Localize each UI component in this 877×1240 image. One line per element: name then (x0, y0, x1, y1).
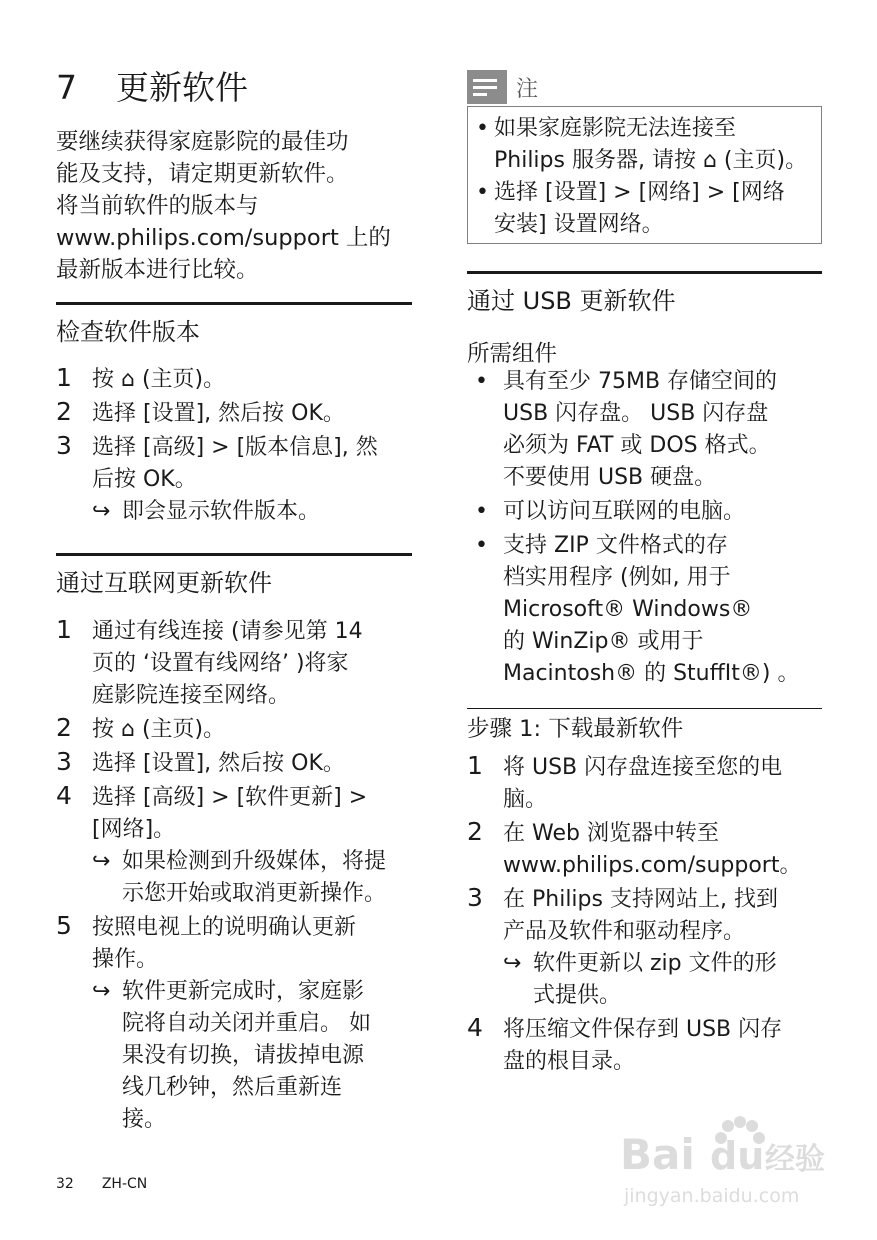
intro-paragraph: 要继续获得家庭影院的最佳功 能及支持，请定期更新软件。 将当前软件的版本与 www.philips.com/support 上的 最新版本进行比较。 (56, 129, 391, 283)
step-item: 5 按照电视上的说明确认更新 操作。 ↪ 软件更新完成时，家庭影 院将自动关闭并重启。 如 果没有切换，请拔掉电源 线几秒钟，然后重新连 接。 (56, 912, 412, 1136)
language-code: ZH-CN (101, 1176, 148, 1192)
list-item: • 可以访问互联网的电脑。 (475, 499, 746, 524)
subsection-rule (467, 708, 822, 709)
section-rule (467, 271, 822, 274)
step-item: 2 选择 [设置], 然后按 OK。 (56, 397, 345, 426)
check-version-heading: 检查软件版本 (56, 318, 200, 346)
list-item: • 支持 ZIP 文件格式的存 档实用程序 (例如, 用于 Microsoft® Windows® 的 WinZip® 或用于 Macintosh® 的 StuffIt®) 。 (475, 533, 800, 686)
step-item: 2 按 ⌂ (主页)。 (56, 713, 226, 742)
usb-update-steps (467, 752, 822, 1080)
chapter-number: 7 (56, 68, 77, 107)
step1-heading: 步骤 1: 下载最新软件 (467, 716, 684, 742)
step-item: 3 选择 [设置], 然后按 OK。 (56, 747, 345, 776)
step-item: 1 将 USB 闪存盘连接至您的电 脑。 (467, 751, 783, 812)
watermark-url: jingyan.baidu.com (624, 1185, 800, 1207)
section-rule (56, 302, 412, 305)
internet-update-steps (56, 616, 412, 1138)
note-item: • 如果家庭影院无法连接至 Philips 服务器, 请按 ⌂ (主页)。 (476, 116, 808, 173)
baidu-watermark-logo (620, 1114, 825, 1209)
internet-update-heading: 通过互联网更新软件 (56, 569, 272, 597)
requirements-list (467, 366, 822, 692)
note-icon (467, 70, 507, 104)
watermark-brand2: du (710, 1134, 765, 1178)
chapter-title (56, 62, 248, 109)
page-number: 32 (56, 1176, 74, 1192)
step-item: 3 在 Philips 支持网站上, 找到 产品及软件和驱动程序。 ↪ 软件更新以 zip 文件的形 式提供。 (467, 884, 822, 1012)
note-label: 注 (516, 76, 539, 102)
required-heading: 所需组件 (467, 341, 558, 367)
watermark-brand: Bai (620, 1130, 695, 1179)
section-rule (56, 553, 412, 556)
step-item: 3 选择 [高级] > [版本信息], 然 后按 OK。 ↪ 即会显示软件版本。 (56, 432, 412, 528)
step-item: 1 按 ⌂ (主页)。 (56, 363, 226, 392)
result-arrow-icon: ↪ (92, 979, 111, 1004)
note-header (467, 70, 538, 104)
chapter-title-text: 更新软件 (116, 68, 248, 107)
step-result: ↪ 如果检测到升级媒体，将提 示您开始或取消更新操作。 (92, 846, 412, 910)
step-item: 2 在 Web 浏览器中转至 www.philips.com/support。 (467, 817, 802, 878)
note-item: • 选择 [设置] > [网络] > [网络 安装] 设置网络。 (476, 180, 785, 237)
step-item: 4 将压缩文件保存到 USB 闪存 盘的根目录。 (467, 1013, 783, 1074)
result-arrow-icon: ↪ (503, 951, 522, 976)
note-box (467, 106, 822, 244)
page-footer (56, 1176, 147, 1192)
result-arrow-icon: ↪ (92, 849, 111, 874)
step-item: 1 通过有线连接 (请参见第 14 页的 ‘设置有线网络’ )将家 庭影院连接至网络。 (56, 615, 363, 708)
step-item: 4 选择 [高级] > [软件更新] > [网络]。 ↪ 如果检测到升级媒体，将提 示您开始或取消更新操作。 (56, 782, 412, 910)
result-arrow-icon: ↪ (92, 499, 111, 524)
step-result: ↪ 软件更新以 zip 文件的形 式提供。 (503, 948, 822, 1012)
usb-update-heading: 通过 USB 更新软件 (467, 287, 676, 315)
list-item: • 具有至少 75MB 存储空间的 USB 闪存盘。 USB 闪存盘 必须为 FAT 或 DOS 格式。 不要使用 USB 硬盘。 (475, 369, 778, 490)
check-version-steps (56, 364, 412, 530)
step-result: ↪ 即会显示软件版本。 (92, 496, 412, 528)
step-result: ↪ 软件更新完成时，家庭影 院将自动关闭并重启。 如 果没有切换，请拔掉电源 线几秒钟，然后重新连 接。 (92, 976, 412, 1136)
watermark-brand-cn: 经验 (765, 1142, 825, 1177)
